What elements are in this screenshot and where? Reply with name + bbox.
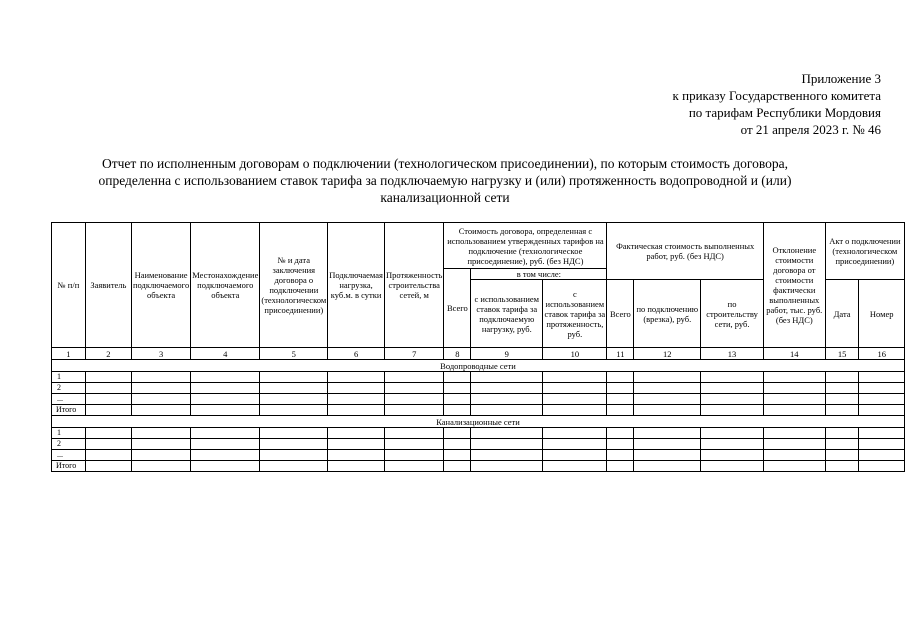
table-cell bbox=[763, 428, 825, 439]
table-cell bbox=[859, 383, 905, 394]
column-number: 11 bbox=[607, 348, 634, 360]
table-cell bbox=[260, 383, 328, 394]
header-actual-connection: по подключению (врезка), руб. bbox=[634, 280, 701, 348]
table-cell bbox=[543, 405, 607, 416]
table-cell bbox=[825, 461, 859, 472]
table-cell bbox=[191, 450, 260, 461]
header-applicant: Заявитель bbox=[85, 223, 131, 348]
table-cell bbox=[543, 383, 607, 394]
header-cost-by-length: с использованием ставок тарифа за протяженность, руб. bbox=[543, 280, 607, 348]
table-cell bbox=[85, 372, 131, 383]
column-number: 16 bbox=[859, 348, 905, 360]
table-cell bbox=[384, 405, 444, 416]
table-cell bbox=[543, 394, 607, 405]
table-cell bbox=[825, 405, 859, 416]
table-cell bbox=[634, 394, 701, 405]
table-cell bbox=[763, 439, 825, 450]
header-object-name: Наименование подключаемого объекта bbox=[131, 223, 190, 348]
table-cell bbox=[85, 428, 131, 439]
table-cell bbox=[384, 372, 444, 383]
row-label: Итого bbox=[52, 405, 86, 416]
table-cell bbox=[763, 450, 825, 461]
appendix-header bbox=[673, 70, 881, 138]
table-cell bbox=[634, 428, 701, 439]
table-cell bbox=[191, 405, 260, 416]
table-cell bbox=[607, 372, 634, 383]
table-cell bbox=[131, 383, 190, 394]
table-cell bbox=[471, 405, 543, 416]
table-cell bbox=[328, 383, 385, 394]
table-cell bbox=[859, 461, 905, 472]
table-cell bbox=[701, 461, 764, 472]
row-label: ... bbox=[52, 450, 86, 461]
section-row bbox=[52, 416, 905, 428]
column-number: 10 bbox=[543, 348, 607, 360]
table-cell bbox=[444, 394, 471, 405]
title-line: канализационной сети bbox=[380, 190, 510, 205]
table-cell bbox=[328, 394, 385, 405]
table-cell bbox=[607, 394, 634, 405]
table-body bbox=[52, 223, 905, 472]
header-cost-total: Всего bbox=[444, 269, 471, 348]
table-cell bbox=[607, 383, 634, 394]
column-number: 7 bbox=[384, 348, 444, 360]
table-cell bbox=[859, 428, 905, 439]
table-cell bbox=[328, 372, 385, 383]
table-cell bbox=[131, 461, 190, 472]
table-cell bbox=[543, 461, 607, 472]
table-cell bbox=[444, 383, 471, 394]
header-act-number: Номер bbox=[859, 280, 905, 348]
header-act-date: Дата bbox=[825, 280, 859, 348]
table-row bbox=[52, 383, 905, 394]
table-cell bbox=[85, 461, 131, 472]
table-cell bbox=[191, 394, 260, 405]
column-number: 3 bbox=[131, 348, 190, 360]
table-cell bbox=[328, 439, 385, 450]
header-act-group: Акт о подключении (технологическом присоединении) bbox=[825, 223, 904, 280]
table-cell bbox=[191, 372, 260, 383]
row-label: ... bbox=[52, 394, 86, 405]
header-actual-total: Всего bbox=[607, 280, 634, 348]
report-table bbox=[51, 222, 905, 472]
table-cell bbox=[191, 383, 260, 394]
table-cell bbox=[444, 439, 471, 450]
table-cell bbox=[328, 428, 385, 439]
table-cell bbox=[260, 394, 328, 405]
row-label: 1 bbox=[52, 428, 86, 439]
table-cell bbox=[85, 405, 131, 416]
table-row bbox=[52, 405, 905, 416]
table-cell bbox=[634, 405, 701, 416]
report-title bbox=[50, 155, 840, 206]
column-number: 1 bbox=[52, 348, 86, 360]
column-number: 2 bbox=[85, 348, 131, 360]
table-cell bbox=[131, 439, 190, 450]
table-row bbox=[52, 439, 905, 450]
table-cell bbox=[260, 372, 328, 383]
appendix-line: от 21 апреля 2023 г. № 46 bbox=[740, 122, 881, 137]
table-cell bbox=[543, 428, 607, 439]
column-number: 8 bbox=[444, 348, 471, 360]
header-num: № п/п bbox=[52, 223, 86, 348]
table-cell bbox=[191, 461, 260, 472]
table-cell bbox=[260, 439, 328, 450]
table-cell bbox=[131, 372, 190, 383]
table-cell bbox=[859, 372, 905, 383]
table-cell bbox=[471, 394, 543, 405]
table-row bbox=[52, 372, 905, 383]
table-cell bbox=[191, 439, 260, 450]
table-cell bbox=[701, 394, 764, 405]
table-cell bbox=[859, 439, 905, 450]
table-cell bbox=[825, 394, 859, 405]
table-cell bbox=[471, 383, 543, 394]
table-cell bbox=[85, 439, 131, 450]
table-cell bbox=[131, 428, 190, 439]
table-cell bbox=[607, 428, 634, 439]
table-cell bbox=[701, 450, 764, 461]
table-cell bbox=[384, 383, 444, 394]
table-cell bbox=[131, 405, 190, 416]
table-cell bbox=[444, 450, 471, 461]
table-cell bbox=[825, 428, 859, 439]
table-cell bbox=[384, 461, 444, 472]
table-cell bbox=[384, 450, 444, 461]
table-row bbox=[52, 450, 905, 461]
table-cell bbox=[260, 461, 328, 472]
column-number: 14 bbox=[763, 348, 825, 360]
table-cell bbox=[701, 428, 764, 439]
column-number-row bbox=[52, 348, 905, 360]
table-cell bbox=[85, 394, 131, 405]
column-number: 5 bbox=[260, 348, 328, 360]
table-row bbox=[52, 461, 905, 472]
table-cell bbox=[444, 461, 471, 472]
table-cell bbox=[859, 394, 905, 405]
table-cell bbox=[701, 439, 764, 450]
table-cell bbox=[634, 372, 701, 383]
table-cell bbox=[763, 394, 825, 405]
table-cell bbox=[763, 372, 825, 383]
table-cell bbox=[260, 428, 328, 439]
column-number: 4 bbox=[191, 348, 260, 360]
table-cell bbox=[701, 383, 764, 394]
table-cell bbox=[471, 372, 543, 383]
header-object-location: Местонахождение подключаемого объекта bbox=[191, 223, 260, 348]
table-cell bbox=[825, 372, 859, 383]
table-cell bbox=[384, 439, 444, 450]
table-cell bbox=[471, 461, 543, 472]
table-cell bbox=[543, 439, 607, 450]
table-cell bbox=[260, 405, 328, 416]
section-row bbox=[52, 360, 905, 372]
column-number: 15 bbox=[825, 348, 859, 360]
column-number: 12 bbox=[634, 348, 701, 360]
header-length: Протяженность строительства сетей, м bbox=[384, 223, 444, 348]
table-cell bbox=[701, 372, 764, 383]
header-actual-group: Фактическая стоимость выполненных работ, руб. (без НДС) bbox=[607, 223, 763, 280]
appendix-line: к приказу Государственного комитета bbox=[672, 88, 881, 103]
appendix-line: по тарифам Республики Мордовия bbox=[688, 105, 881, 120]
table-cell bbox=[328, 405, 385, 416]
table-cell bbox=[859, 450, 905, 461]
table-cell bbox=[444, 372, 471, 383]
table-cell bbox=[607, 439, 634, 450]
table-cell bbox=[260, 450, 328, 461]
header-deviation: Отклонение стоимости договора от стоимости фактически выполненных работ, тыс. руб. (без НДС) bbox=[763, 223, 825, 348]
table-cell bbox=[634, 439, 701, 450]
table-cell bbox=[471, 450, 543, 461]
table-cell bbox=[701, 405, 764, 416]
table-cell bbox=[634, 461, 701, 472]
table-row bbox=[52, 428, 905, 439]
title-line: Отчет по исполненным договорам о подключении (технологическом присоединении), по которым стоимость договора, bbox=[101, 156, 788, 171]
header-contract: № и дата заключения договора о подключении (технологическом присоединении) bbox=[260, 223, 328, 348]
appendix-line: Приложение 3 bbox=[801, 71, 881, 86]
header-cost-group: Стоимость договора, определенная с использованием утвержденных тарифов на подключение (технологическое присоединение), руб. (без НДС) bbox=[444, 223, 607, 269]
table-cell bbox=[634, 450, 701, 461]
table-cell bbox=[825, 450, 859, 461]
header-load: Подключаемая нагрузка, куб.м. в сутки bbox=[328, 223, 385, 348]
table-cell bbox=[471, 428, 543, 439]
table-cell bbox=[634, 383, 701, 394]
table-cell bbox=[131, 450, 190, 461]
column-number: 13 bbox=[701, 348, 764, 360]
table-cell bbox=[859, 405, 905, 416]
row-label: Итого bbox=[52, 461, 86, 472]
table-cell bbox=[607, 450, 634, 461]
table-cell bbox=[763, 405, 825, 416]
table-cell bbox=[471, 439, 543, 450]
table-cell bbox=[85, 450, 131, 461]
row-label: 2 bbox=[52, 383, 86, 394]
table-row bbox=[52, 394, 905, 405]
table-cell bbox=[328, 461, 385, 472]
table-cell bbox=[444, 428, 471, 439]
header-cost-incl: в том числе: bbox=[471, 269, 607, 280]
title-line: определенна с использованием ставок тарифа за подключаемую нагрузку и (или) протяженность водопроводной и (или) bbox=[98, 173, 792, 188]
table-cell bbox=[85, 383, 131, 394]
table-cell bbox=[825, 439, 859, 450]
row-label: 1 bbox=[52, 372, 86, 383]
table-cell bbox=[607, 461, 634, 472]
column-number: 6 bbox=[328, 348, 385, 360]
header-cost-by-load: с использованием ставок тарифа за подключаемую нагрузку, руб. bbox=[471, 280, 543, 348]
row-label: 2 bbox=[52, 439, 86, 450]
table-cell bbox=[328, 450, 385, 461]
table-cell bbox=[384, 428, 444, 439]
section-title: Канализационные сети bbox=[52, 416, 905, 428]
table-cell bbox=[131, 394, 190, 405]
table-cell bbox=[607, 405, 634, 416]
column-number: 9 bbox=[471, 348, 543, 360]
table-cell bbox=[384, 394, 444, 405]
table-cell bbox=[825, 383, 859, 394]
table-cell bbox=[444, 405, 471, 416]
table-cell bbox=[191, 428, 260, 439]
table-cell bbox=[763, 461, 825, 472]
table-cell bbox=[543, 450, 607, 461]
header-actual-construction: по строительству сети, руб. bbox=[701, 280, 764, 348]
table-cell bbox=[763, 383, 825, 394]
table-cell bbox=[543, 372, 607, 383]
section-title: Водопроводные сети bbox=[52, 360, 905, 372]
